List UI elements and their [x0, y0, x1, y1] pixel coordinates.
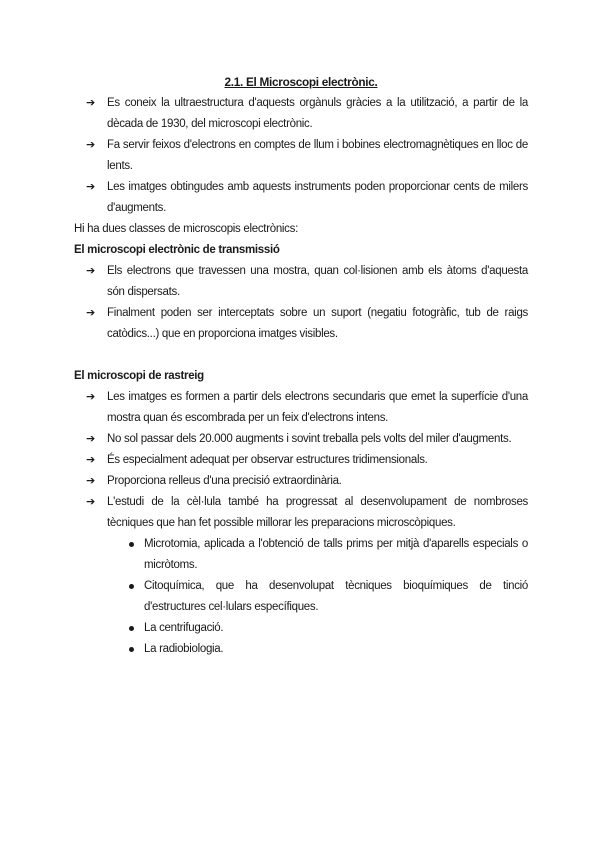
list-item — [74, 429, 528, 450]
techniques-list — [74, 534, 528, 660]
list-item — [74, 450, 528, 471]
right-arrow-icon: ➔ — [86, 97, 95, 109]
right-arrow-icon: ➔ — [86, 391, 95, 403]
list-item — [74, 471, 528, 492]
right-arrow-icon: ➔ — [86, 181, 95, 193]
transmission-heading: El microscopi electrònic de transmissió — [74, 244, 280, 256]
list-item-text: Les imatges es formen a partir dels electrons secundaris que emet la superfície d'una mostra quan és escombrada per un feix d'electrons intens. — [107, 391, 528, 424]
scanning-heading: El microscopi de rastreig — [74, 370, 204, 382]
classes-text: Hi ha dues classes de microscopis electrònics: — [74, 223, 298, 235]
list-item-text: Les imatges obtingudes amb aquests instruments poden proporcionar cents de milers d'augments. — [107, 181, 528, 214]
right-arrow-icon: ➔ — [86, 496, 95, 508]
list-item-text: Els electrons que travessen una mostra, quan col·lisionen amb els àtoms d'aquesta són dispersats. — [107, 265, 528, 298]
list-item-text: Proporciona relleus d'una precisió extraordinària. — [107, 475, 342, 487]
list-item-text: La radiobiologia. — [144, 643, 224, 655]
list-item-text: Finalment poden ser interceptats sobre un suport (negatiu fotogràfic, tub de raigs catòdics...) que en proporciona imatges visibles. — [107, 307, 528, 340]
list-item — [74, 492, 528, 534]
list-item — [74, 576, 528, 618]
list-item — [74, 177, 528, 219]
right-arrow-icon: ➔ — [86, 265, 95, 277]
list-item — [74, 639, 528, 660]
list-item — [74, 303, 528, 345]
list-item — [74, 135, 528, 177]
scanning-list — [74, 387, 528, 534]
bullet-dot-icon — [129, 626, 134, 631]
transmission-list — [74, 261, 528, 345]
list-item-text: La centrifugació. — [144, 622, 224, 634]
list-item-text: Es coneix la ultraestructura d'aquests orgànuls gràcies a la utilització, a partir de la dècada de 1930, del microscopi electrònic. — [107, 97, 528, 130]
list-item — [74, 534, 528, 576]
list-item — [74, 618, 528, 639]
list-item-text: És especialment adequat per observar estructures tridimensionals. — [107, 454, 428, 466]
bullet-dot-icon — [129, 542, 134, 547]
intro-list — [74, 93, 528, 219]
list-item-text: L'estudi de la cèl·lula també ha progressat al desenvolupament de nombroses tècniques que han fet possible millorar les preparacions microscòpiques. — [107, 496, 528, 529]
right-arrow-icon: ➔ — [86, 307, 95, 319]
list-item — [74, 93, 528, 135]
list-item — [74, 387, 528, 429]
right-arrow-icon: ➔ — [86, 475, 95, 487]
bullet-dot-icon — [129, 584, 134, 589]
list-item-text: Microtomia, aplicada a l'obtenció de talls prims per mitjà d'aparells especials o micròtoms. — [144, 538, 528, 571]
right-arrow-icon: ➔ — [86, 454, 95, 466]
page-title: 2.1. El Microscopi electrònic. — [224, 75, 378, 89]
section-spacer — [74, 345, 528, 366]
list-item-text: Fa servir feixos d'electrons en comptes de llum i bobines electromagnètiques en lloc de lents. — [107, 139, 528, 172]
right-arrow-icon: ➔ — [86, 139, 95, 151]
list-item — [74, 261, 528, 303]
list-item-text: No sol passar dels 20.000 augments i sovint treballa pels volts del miler d'augments. — [107, 433, 512, 445]
right-arrow-icon: ➔ — [86, 433, 95, 445]
bullet-dot-icon — [129, 647, 134, 652]
list-item-text: Citoquímica, que ha desenvolupat tècniques bioquímiques de tinció d'estructures cel·lulars específiques. — [144, 580, 528, 613]
